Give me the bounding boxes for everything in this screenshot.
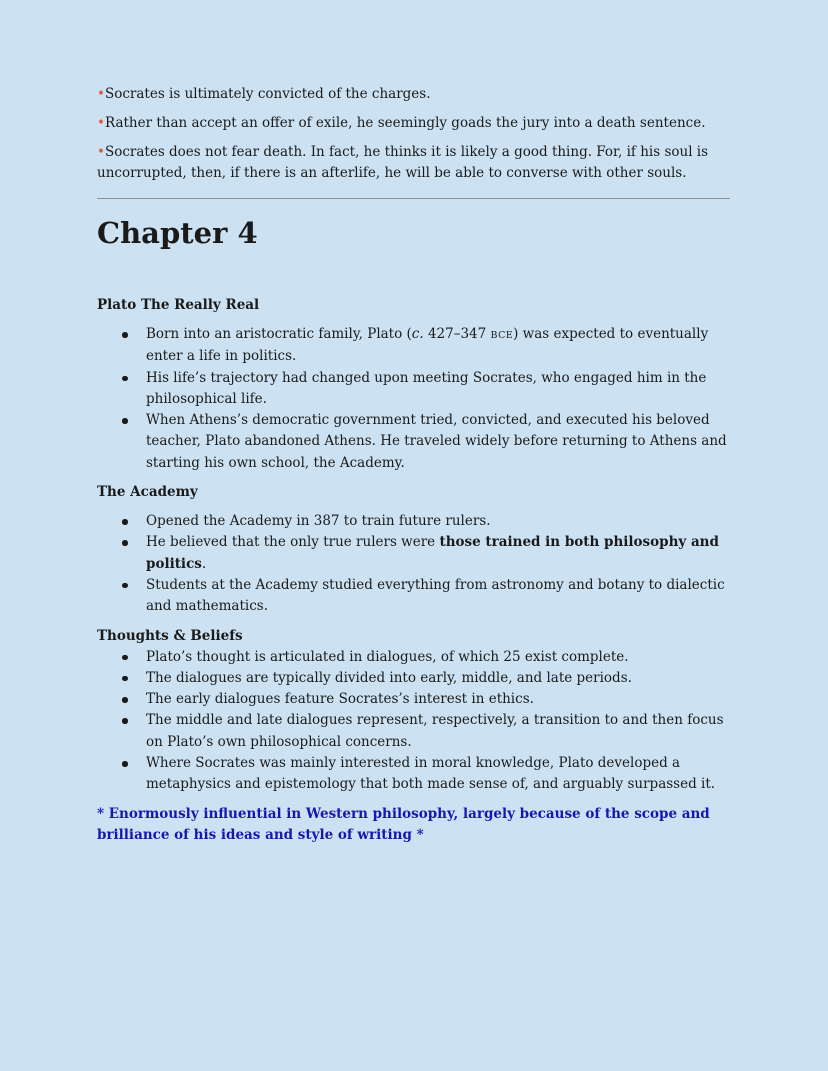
list-item: The middle and late dialogues represent, respectively, a transition to and then focus on Plato’s own philosophical concerns. [97,710,730,753]
section-heading-thoughts: Thoughts & Beliefs [97,627,243,644]
intro-notes [97,84,730,184]
document-page [97,84,730,847]
list-item: Born into an aristocratic family, Plato (c. 427–347 BCE) was expected to eventually enter a life in politics. [97,324,730,368]
list-item: When Athens’s democratic government tried, convicted, and executed his beloved teacher, Plato abandoned Athens. He traveled widely before returning to Athens and starting his own school, the Academy. [97,410,730,474]
intro-note: •Rather than accept an offer of exile, he seemingly goads the jury into a death sentence. [97,115,706,131]
chapter-title: Chapter 4 [97,216,258,250]
list-item: His life’s trajectory had changed upon meeting Socrates, who engaged him in the philosophical life. [97,368,730,411]
section-heading-plato: Plato The Really Real [97,297,260,313]
list-item: He believed that the only true rulers were those trained in both philosophy and politics. [97,532,730,575]
list-item: Students at the Academy studied everything from astronomy and botany to dialectic and mathematics. [97,575,730,618]
plato-bullet-list [97,324,730,474]
horizontal-divider [97,198,730,199]
list-item: The early dialogues feature Socrates’s interest in ethics. [97,689,730,710]
academy-bullet-list [97,511,730,617]
list-item: The dialogues are typically divided into early, middle, and late periods. [97,668,730,689]
list-item: Plato’s thought is articulated in dialogues, of which 25 exist complete. [97,647,730,668]
section-heading-academy: The Academy [97,484,198,501]
bullet-icon: • [97,144,105,160]
bullet-icon: • [97,115,105,131]
intro-note: •Socrates is ultimately convicted of the charges. [97,86,431,102]
intro-note: •Socrates does not fear death. In fact, he thinks it is likely a good thing. For, if his soul is uncorrupted, then, if there is an afterlife, he will be able to converse with other souls. [97,144,709,181]
list-item: Where Socrates was mainly interested in moral knowledge, Plato developed a metaphysics and epistemology that both made sense of, and arguably surpassed it. [97,753,730,796]
thoughts-bullet-list [97,647,730,796]
list-item: Opened the Academy in 387 to train future rulers. [97,511,730,532]
highlight-note: * Enormously influential in Western philosophy, largely because of the scope and brilliance of his ideas and style of writing * [97,805,710,844]
bullet-icon: • [97,86,105,102]
